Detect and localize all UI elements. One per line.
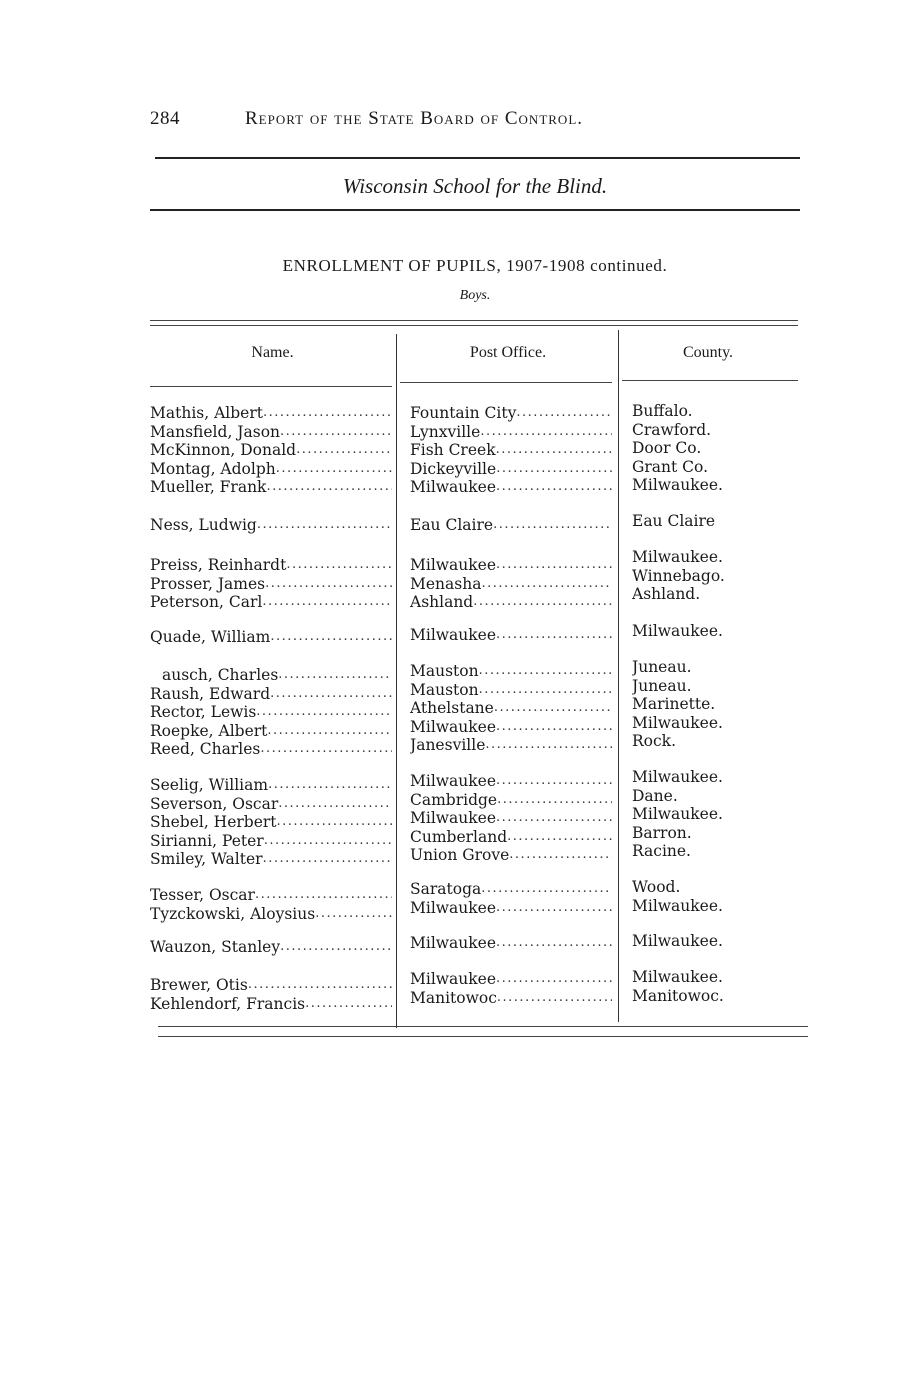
table-row bbox=[150, 703, 392, 722]
pupil-name: Montag, Adolph bbox=[150, 459, 276, 478]
post-office: Milwaukee bbox=[410, 556, 497, 574]
post-office: Milwaukee bbox=[410, 626, 497, 644]
group-r-county bbox=[632, 658, 723, 751]
county: Rock. bbox=[632, 732, 677, 750]
table-row bbox=[410, 441, 612, 460]
table-row bbox=[150, 976, 392, 995]
pupil-name: Reed, Charles bbox=[150, 740, 261, 758]
table-row bbox=[150, 740, 392, 759]
post-office: Eau Claire bbox=[410, 516, 494, 534]
pupil-name: Kehlendorf, Francis bbox=[150, 994, 306, 1013]
table-row bbox=[410, 662, 612, 681]
table-row bbox=[150, 516, 392, 535]
header-name: Name. bbox=[251, 344, 294, 361]
group-r-names bbox=[150, 666, 392, 759]
post-office: Saratoga bbox=[410, 880, 482, 898]
header-rule bbox=[155, 157, 800, 159]
table-row bbox=[410, 899, 612, 918]
county: Milwaukee. bbox=[632, 622, 723, 640]
post-office: Manitowoc bbox=[410, 988, 497, 1007]
pupil-name: Mathis, Albert bbox=[150, 404, 263, 422]
county: Racine. bbox=[632, 842, 691, 860]
table-row bbox=[150, 478, 392, 497]
table-row bbox=[150, 685, 392, 704]
pupil-name: Seelig, William bbox=[150, 776, 269, 794]
pupil-name: Wauzon, Stanley bbox=[150, 938, 281, 956]
header-underline-county bbox=[622, 380, 798, 381]
group-w-po bbox=[410, 934, 612, 953]
group-s-county bbox=[632, 768, 723, 861]
group-q-names bbox=[150, 628, 392, 647]
table-row bbox=[410, 989, 612, 1008]
header-post-office: Post Office. bbox=[469, 344, 547, 361]
post-office: Milwaukee bbox=[410, 970, 497, 988]
pupil-name: Preiss, Reinhardt bbox=[150, 556, 287, 574]
table-row bbox=[150, 423, 392, 442]
group-p-names bbox=[150, 556, 392, 612]
table-row bbox=[410, 626, 612, 645]
pupil-name: Raush, Edward bbox=[150, 684, 271, 703]
table-row bbox=[410, 828, 612, 847]
table-row bbox=[410, 478, 612, 497]
group-n-po bbox=[410, 516, 612, 535]
table-row bbox=[410, 593, 612, 612]
group-r-po bbox=[410, 662, 612, 755]
county: Winnebago. bbox=[632, 566, 725, 585]
county: Milwaukee. bbox=[632, 548, 723, 566]
subsection-title: Boys. bbox=[459, 288, 491, 303]
column-divider-2 bbox=[618, 330, 619, 1022]
pupil-name: Ness, Ludwig bbox=[150, 516, 257, 534]
pupil-name: Brewer, Otis bbox=[150, 976, 248, 994]
table-row bbox=[410, 736, 612, 755]
county: Milwaukee. bbox=[632, 713, 723, 732]
header-county: County. bbox=[682, 344, 734, 361]
table-row bbox=[410, 575, 612, 594]
county: Milwaukee. bbox=[632, 805, 723, 823]
header-underline-name bbox=[150, 386, 392, 387]
pupil-name: Severson, Oscar bbox=[150, 794, 279, 813]
table-row bbox=[410, 718, 612, 737]
county: Milwaukee. bbox=[632, 768, 723, 786]
post-office: Fish Creek bbox=[410, 441, 496, 459]
running-title: Report of the State Board of Control. bbox=[245, 108, 584, 129]
pupil-name: Tesser, Oscar bbox=[150, 886, 255, 904]
post-office: Mauston bbox=[410, 662, 479, 680]
table-row bbox=[150, 460, 392, 479]
post-office: Mauston bbox=[410, 680, 479, 699]
table-bottom-rule-2 bbox=[158, 1036, 808, 1037]
group-p-county bbox=[632, 548, 725, 604]
school-title: Wisconsin School for the Blind. bbox=[342, 174, 608, 198]
county: Barron. bbox=[632, 823, 692, 842]
group-m-po bbox=[410, 404, 612, 497]
county: Juneau. bbox=[632, 658, 692, 676]
county: Milwaukee. bbox=[632, 932, 723, 950]
table-row bbox=[410, 404, 612, 423]
county: Eau Claire bbox=[632, 512, 716, 530]
post-office: Milwaukee bbox=[410, 934, 497, 952]
school-rule bbox=[150, 209, 800, 211]
table-row bbox=[150, 404, 392, 423]
county: Marinette. bbox=[632, 695, 716, 713]
post-office: Dickeyville bbox=[410, 459, 497, 478]
pupil-name: Quade, William bbox=[150, 628, 271, 646]
pupil-name: Peterson, Carl bbox=[150, 593, 263, 611]
table-row bbox=[150, 722, 392, 741]
table-row bbox=[150, 905, 392, 924]
header-underline-post-office bbox=[400, 382, 612, 383]
table-row bbox=[150, 575, 392, 594]
county: Milwaukee. bbox=[632, 476, 723, 494]
post-office: Fountain City bbox=[410, 404, 517, 422]
column-divider-1 bbox=[396, 334, 397, 1028]
table-row bbox=[150, 938, 392, 957]
table-row bbox=[150, 666, 392, 685]
post-office: Athelstane bbox=[410, 699, 494, 717]
group-p-po bbox=[410, 556, 612, 612]
group-w-county bbox=[632, 932, 723, 951]
table-row bbox=[150, 850, 392, 869]
county: Manitowoc. bbox=[632, 986, 724, 1005]
pupil-name: Mansfield, Jason bbox=[150, 422, 281, 441]
pupil-name: Tyzckowski, Aloysius bbox=[150, 904, 316, 923]
post-office: Milwaukee bbox=[410, 898, 497, 917]
table-row bbox=[410, 880, 612, 899]
county: Door Co. bbox=[632, 439, 702, 457]
group-w-names bbox=[150, 938, 392, 957]
pupil-name: ausch, Charles bbox=[162, 666, 279, 684]
group-t-county bbox=[632, 878, 723, 915]
table-row bbox=[410, 970, 612, 989]
table-row bbox=[150, 441, 392, 460]
group-s-names bbox=[150, 776, 392, 869]
group-late-county bbox=[632, 968, 724, 1005]
table-row bbox=[410, 556, 612, 575]
post-office: Ashland bbox=[410, 593, 474, 611]
post-office: Milwaukee bbox=[410, 809, 497, 827]
county: Milwaukee. bbox=[632, 896, 723, 915]
county: Juneau. bbox=[632, 676, 692, 695]
group-t-names bbox=[150, 886, 392, 923]
group-late-names bbox=[150, 976, 392, 1013]
post-office: Cambridge bbox=[410, 790, 498, 809]
county: Milwaukee. bbox=[632, 968, 723, 986]
group-s-po bbox=[410, 772, 612, 865]
table-row bbox=[410, 681, 612, 700]
section-title: ENROLLMENT OF PUPILS, 1907-1908 continued. bbox=[282, 256, 668, 275]
group-late-po bbox=[410, 970, 612, 1007]
post-office: Union Grove bbox=[410, 846, 510, 864]
table-row bbox=[410, 460, 612, 479]
table-row bbox=[150, 813, 392, 832]
table-bottom-rule bbox=[158, 1026, 808, 1027]
table-row bbox=[410, 516, 612, 535]
table-row bbox=[150, 776, 392, 795]
group-n-county bbox=[632, 512, 715, 531]
pupil-name: Shebel, Herbert bbox=[150, 813, 277, 831]
table-row bbox=[150, 795, 392, 814]
pupil-name: McKinnon, Donald bbox=[150, 441, 297, 459]
county: Wood. bbox=[632, 878, 681, 896]
group-m-names bbox=[150, 404, 392, 497]
pupil-name: Rector, Lewis bbox=[150, 703, 257, 721]
table-row bbox=[410, 846, 612, 865]
post-office: Janesville bbox=[410, 736, 486, 754]
table-row bbox=[150, 593, 392, 612]
table-row bbox=[410, 423, 612, 442]
county: Grant Co. bbox=[632, 457, 709, 476]
table-row bbox=[150, 886, 392, 905]
group-t-po bbox=[410, 880, 612, 917]
pupil-name: Mueller, Frank bbox=[150, 478, 267, 496]
table-row bbox=[410, 699, 612, 718]
post-office: Menasha bbox=[410, 574, 482, 593]
table-row bbox=[150, 628, 392, 647]
pupil-name: Smiley, Walter bbox=[150, 850, 263, 868]
group-q-po bbox=[410, 626, 612, 645]
table-row bbox=[410, 791, 612, 810]
table-row bbox=[410, 934, 612, 953]
table-row bbox=[410, 809, 612, 828]
post-office: Cumberland bbox=[410, 827, 508, 846]
table-top-rule-2 bbox=[150, 325, 798, 326]
table-row bbox=[410, 772, 612, 791]
county: Dane. bbox=[632, 786, 678, 805]
group-n-names bbox=[150, 516, 392, 535]
pupil-name: Roepke, Albert bbox=[150, 721, 268, 740]
table-row bbox=[150, 832, 392, 851]
group-m-county bbox=[632, 402, 723, 495]
post-office: Milwaukee bbox=[410, 717, 497, 736]
page-number: 284 bbox=[150, 108, 180, 129]
county: Crawford. bbox=[632, 420, 712, 439]
running-header bbox=[150, 108, 800, 138]
pupil-name: Prosser, James bbox=[150, 574, 266, 593]
table-top-rule bbox=[150, 320, 798, 321]
post-office: Milwaukee bbox=[410, 478, 497, 496]
table-row bbox=[150, 556, 392, 575]
table-row bbox=[150, 995, 392, 1014]
county: Ashland. bbox=[632, 585, 701, 603]
group-q-county bbox=[632, 622, 723, 641]
post-office: Milwaukee bbox=[410, 772, 497, 790]
pupil-name: Sirianni, Peter bbox=[150, 831, 264, 850]
county: Buffalo. bbox=[632, 402, 693, 420]
post-office: Lynxville bbox=[410, 422, 481, 441]
